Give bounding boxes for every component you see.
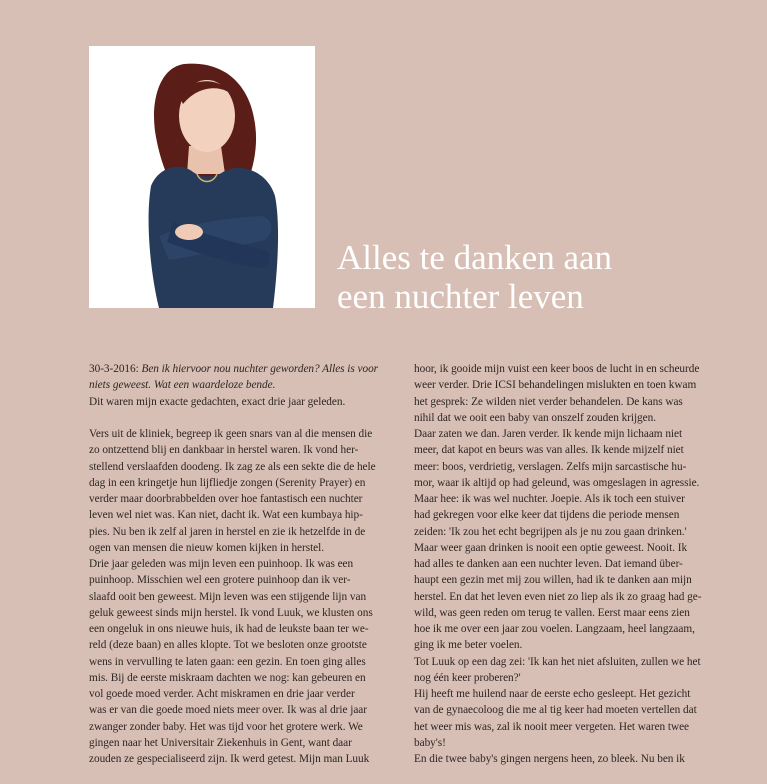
body-line: haupt een gezin met mij zou willen, had ik te danken aan mijn (414, 574, 692, 587)
body-line: herstel. En dat het leven even niet zo liep als ik zo graag had ge- (414, 590, 702, 603)
body-line: van de gynaecoloog die me al tig keer had moeten vertellen dat (414, 704, 697, 717)
body-line: zwanger zonder baby. Het was tijd voor het grotere werk. We (89, 720, 363, 733)
body-line (89, 410, 399, 426)
body-line: dag in een kringetje hun lijfliedje zongen (Serenity Prayer) en (89, 476, 366, 489)
body-line: Dit waren mijn exacte gedachten, exact drie jaar geleden. (89, 395, 346, 408)
article-column-left (89, 361, 399, 784)
portrait-photo-icon (89, 46, 315, 308)
body-line: baby's! (414, 736, 446, 749)
body-line: puinhoop. Misschien wel een grotere puinhoop dan ik ver- (89, 574, 351, 587)
body-line: had alles te danken aan een nuchter leven. Dat iemand über- (414, 558, 683, 570)
body-line: het gesprek: Ze wilden niet verder behandelen. De kans was (414, 395, 683, 408)
body-line: gingen naar het Universitair Ziekenhuis in Gent, want daar (89, 736, 352, 749)
lead-italic: Ben ik hiervoor nou nuchter geworden? Alles is voor (141, 363, 379, 375)
article-column-right (414, 361, 724, 767)
article-title (337, 238, 757, 316)
body-line: meer, dat kapot en beurs was van alles. Ik kende mijzelf niet (414, 444, 684, 457)
body-line: Maar hee: ik was wel nuchter. Joepie. Als ik toch een stuiver (414, 493, 685, 505)
body-line: nihil dat we ooit een baby van onszelf zouden krijgen. (414, 411, 656, 424)
body-line: zouden ze gespecialiseerd zijn. Ik werd getest. Mijn man Luuk (89, 753, 370, 765)
body-line: ogen van mensen die nieuw komen kijken in herstel. (89, 541, 324, 554)
body-line: Tot Luuk op een dag zei: 'Ik kan het niet afsluiten, zullen we het (414, 655, 701, 668)
title-line: Alles te danken aan (337, 238, 613, 277)
body-line: zeiden: 'Ik zou het echt begrijpen als je nu zou gaan drinken.' (414, 525, 687, 538)
body-line: En die twee baby's gingen nergens heen, zo bleek. Nu ben ik (414, 753, 685, 765)
body-line: ging ik me beter voelen. (414, 639, 523, 652)
body-line: hoe ik me over een jaar zou voelen. Langzaam, heel langzaam, (414, 623, 695, 635)
lead-line (89, 361, 399, 377)
body-line: was er van die goede moed niets meer over. Ik was al drie jaar (89, 704, 367, 717)
body-line: Vers uit de kliniek, begreep ik geen snars van al die mensen die (89, 428, 373, 440)
body-line: mis. Bij de eerste miskraam dachten we nog: kan gebeuren en (89, 671, 366, 684)
body-line: had gekregen voor elke keer dat tijdens die periode mensen (414, 509, 680, 522)
body-line: nog één keer proberen?' (414, 671, 521, 684)
body-line: pies. Nu ben ik zelf al jaren in herstel en zie ik hetzelfde in de (89, 525, 366, 538)
body-line: Maar weer gaan drinken is nooit een optie geweest. Nooit. Ik (414, 541, 688, 554)
body-line: slaafd ooit ben geweest. Mijn leven was een stijgende lijn van (89, 590, 367, 603)
body-line: mor, waar ik altijd op had geleund, was omgeslagen in agressie. (414, 476, 700, 489)
body-line: het weer mis was, zal ik nooit meer vergeten. Het waren twee (414, 720, 690, 733)
body-line: geluk geweest sinds mijn herstel. Ik vond Luuk, we klusten ons (89, 606, 373, 619)
body-line: vol goede moed verder. Acht miskramen en drie jaar verder (89, 688, 355, 700)
body-line: zo ontzettend blij en dankbaar in herstel waren. Ik vond her- (89, 444, 359, 457)
body-line: Daar zaten we dan. Jaren verder. Ik kende mijn lichaam niet (414, 428, 683, 440)
lead-date: 30-3-2016: (89, 363, 139, 375)
body-line: reld (deze baan) en alles klopte. Tot we besloten onze grootste (89, 639, 367, 652)
body-line: meer: boos, verdrietig, verslagen. Zelfs mijn sarcastische hu- (414, 460, 687, 473)
body-line: hoor, ik gooide mijn vuist een keer boos de lucht in en scheurde (414, 363, 700, 375)
body-line: wild, was geen reden om terug te vallen. Eerst maar eens zien (414, 606, 690, 619)
body-line: Drie jaar geleden was mijn leven een puinhoop. Ik was een (89, 558, 354, 570)
body-line: stellend verslaafden doodeng. Ik zag ze als een sekte die de hele (89, 460, 376, 473)
portrait-photo (89, 46, 315, 308)
body-line: Hij heeft me huilend naar de eerste echo gesleept. Het gezicht (414, 688, 691, 700)
lead-italic: niets geweest. Wat een waardeloze bende. (89, 379, 276, 392)
body-line: leven wel niet was. Kan niet, dacht ik. Wat een kumbaya hip- (89, 509, 363, 522)
body-line: verder maar doorbrabbelden over hoe fantastisch een nuchter (89, 493, 363, 505)
title-line: een nuchter leven (337, 277, 584, 316)
body-line: wens in vervulling te laten gaan: een gezin. En toen ging alles (89, 655, 366, 668)
body-line: een ongeluk in ons nieuwe huis, ik had de leukste baan ter we- (89, 623, 369, 635)
body-line: weer verder. Drie ICSI behandelingen mislukten en toen kwam (414, 379, 697, 392)
body-line (89, 767, 399, 783)
